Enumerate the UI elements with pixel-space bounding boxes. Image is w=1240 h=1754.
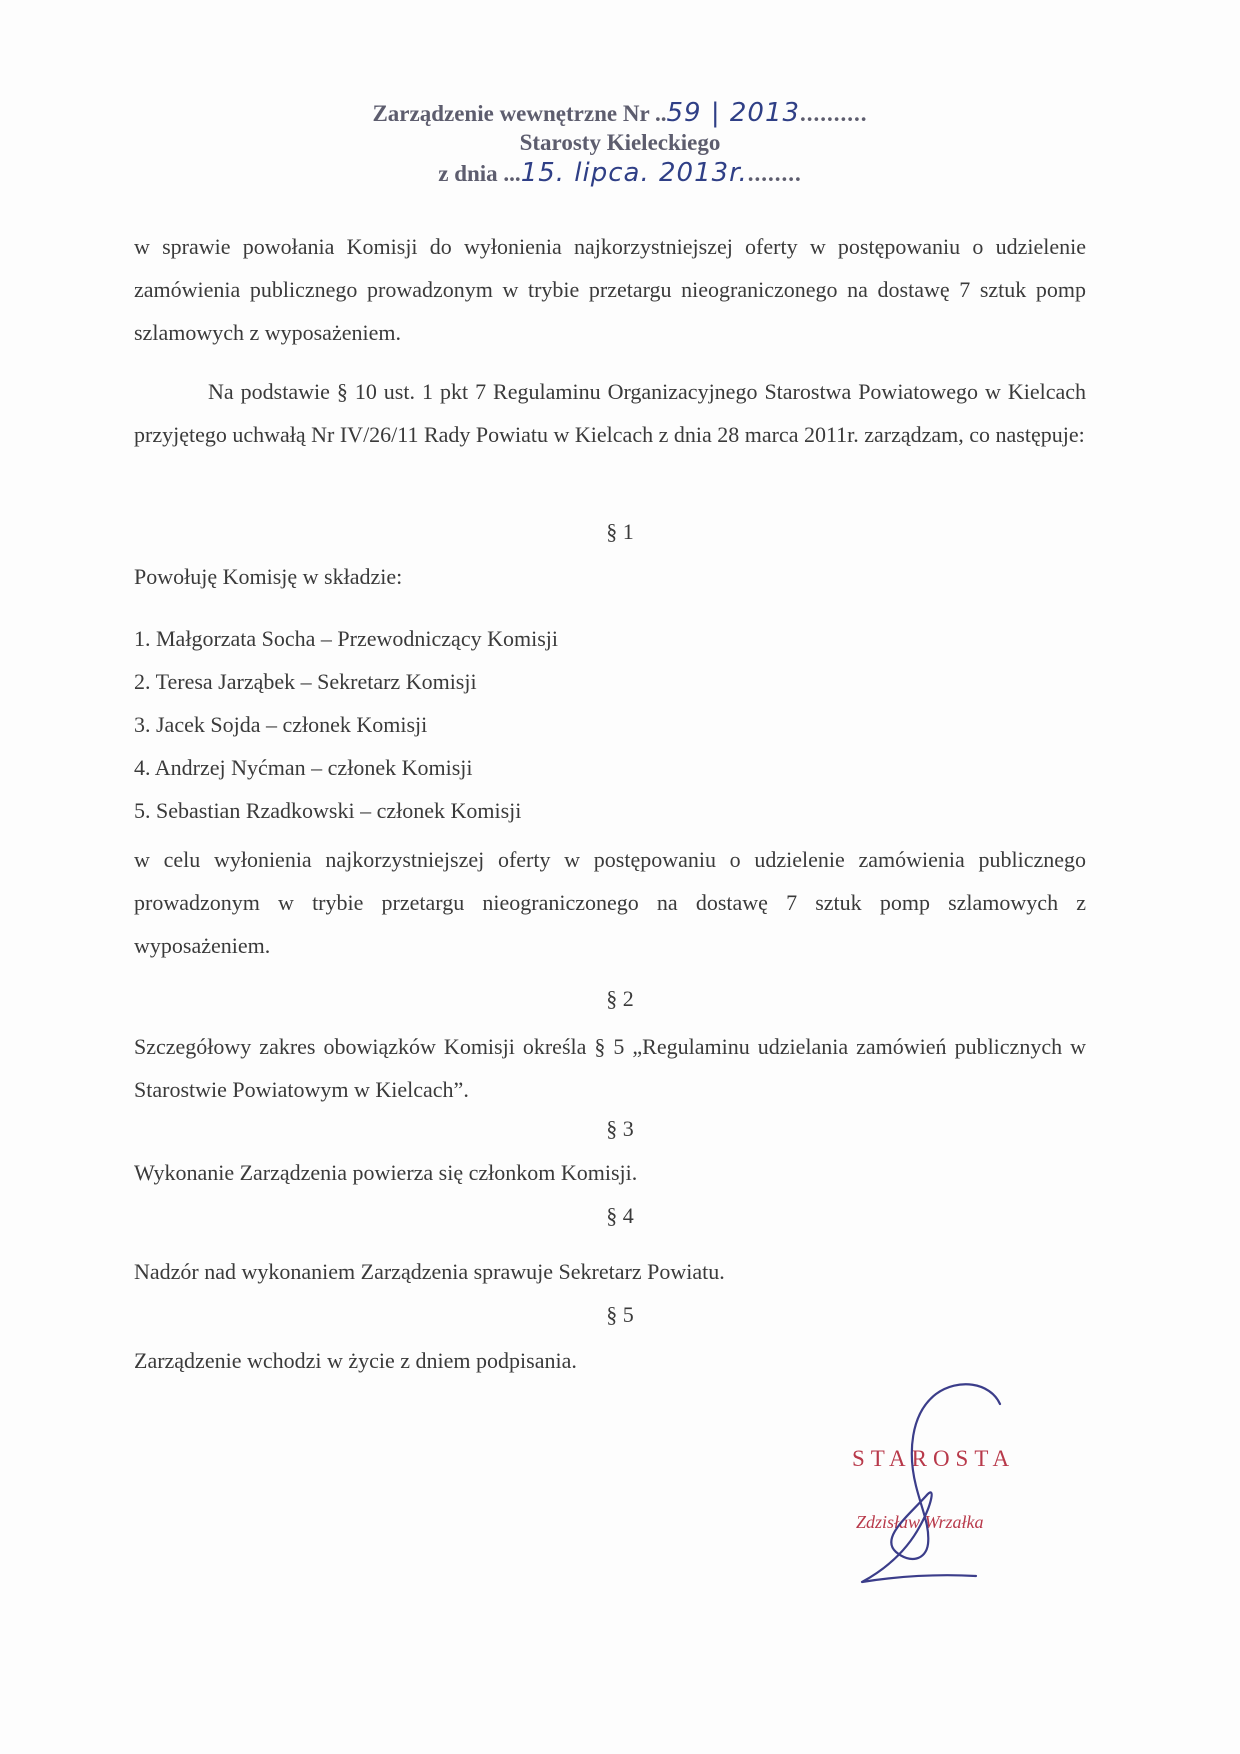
section-5-text: Zarządzenie wchodzi w życie z dniem podpisania. — [134, 1348, 577, 1373]
list-item: 4. Andrzej Nyćman – członek Komisji — [134, 755, 473, 780]
date-prefix: z dnia ... — [438, 161, 521, 186]
subject-paragraph: w sprawie powołania Komisji do wyłonienia najkorzystniejszej oferty w postępowaniu o udzielenie zamówienia publicznego prowadzonym w trybie przetargu nieograniczonego na dostawę 7 sztuk pomp szlamowych z wyposażeniem. — [134, 234, 1086, 345]
list-item: 3. Jacek Sojda – członek Komisji — [134, 712, 428, 737]
list-item: 5. Sebastian Rzadkowski – członek Komisji — [134, 798, 522, 823]
legal-basis-paragraph: Na podstawie § 10 ust. 1 pkt 7 Regulaminu Organizacyjnego Starostwa Powiatowego w Kielcach przyjętego uchwałą Nr IV/26/11 Rady Powiatu w Kielcach z dnia 28 marca 2011r. zarządzam, co następuje: — [134, 379, 1086, 447]
section-2-text: Szczegółowy zakres obowiązków Komisji określa § 5 „Regulaminu udzielania zamówień publicznych w Starostwie Powiatowym w Kielcach”. — [134, 1034, 1086, 1102]
section-4-sign: § 4 — [606, 1203, 634, 1228]
handwritten-date: 15. lipca. 2013r. — [520, 158, 748, 188]
date-dots: ........ — [747, 161, 802, 186]
stamp-title: STAROSTA — [852, 1446, 1016, 1471]
title-line — [0, 98, 1240, 128]
section-1-sign: § 1 — [606, 519, 634, 544]
authority-line — [0, 128, 1240, 158]
committee-purpose: w celu wyłonienia najkorzystniejszej oferty w postępowaniu o udzielenie zamówienia publicznego prowadzonym w trybie przetargu nieograniczonego na dostawę 7 sztuk pomp szlamowych z wyposażeniem. — [134, 847, 1086, 958]
section-3-sign: § 3 — [606, 1116, 634, 1141]
section-4-text: Nadzór nad wykonaniem Zarządzenia sprawuje Sekretarz Powiatu. — [134, 1259, 725, 1284]
document-header — [0, 98, 1240, 188]
title-dots: .......... — [800, 101, 868, 126]
handwritten-number: 59 | 2013 — [666, 98, 801, 128]
committee-members-list — [134, 617, 558, 832]
section-2-sign: § 2 — [606, 986, 634, 1011]
date-line — [0, 158, 1240, 188]
authority-name: Starosty Kieleckiego — [519, 130, 721, 155]
list-item: 1. Małgorzata Socha – Przewodniczący Komisji — [134, 626, 558, 651]
section-5-sign: § 5 — [606, 1302, 634, 1327]
list-item: 2. Teresa Jarząbek – Sekretarz Komisji — [134, 669, 477, 694]
stamp-name: Zdzisław Wrzałka — [856, 1512, 984, 1532]
committee-intro: Powołuję Komisję w składzie: — [134, 564, 403, 589]
handwritten-signature — [840, 1376, 1020, 1586]
title-prefix: Zarządzenie wewnętrzne Nr .. — [372, 101, 667, 126]
section-3-text: Wykonanie Zarządzenia powierza się członkom Komisji. — [134, 1160, 638, 1185]
